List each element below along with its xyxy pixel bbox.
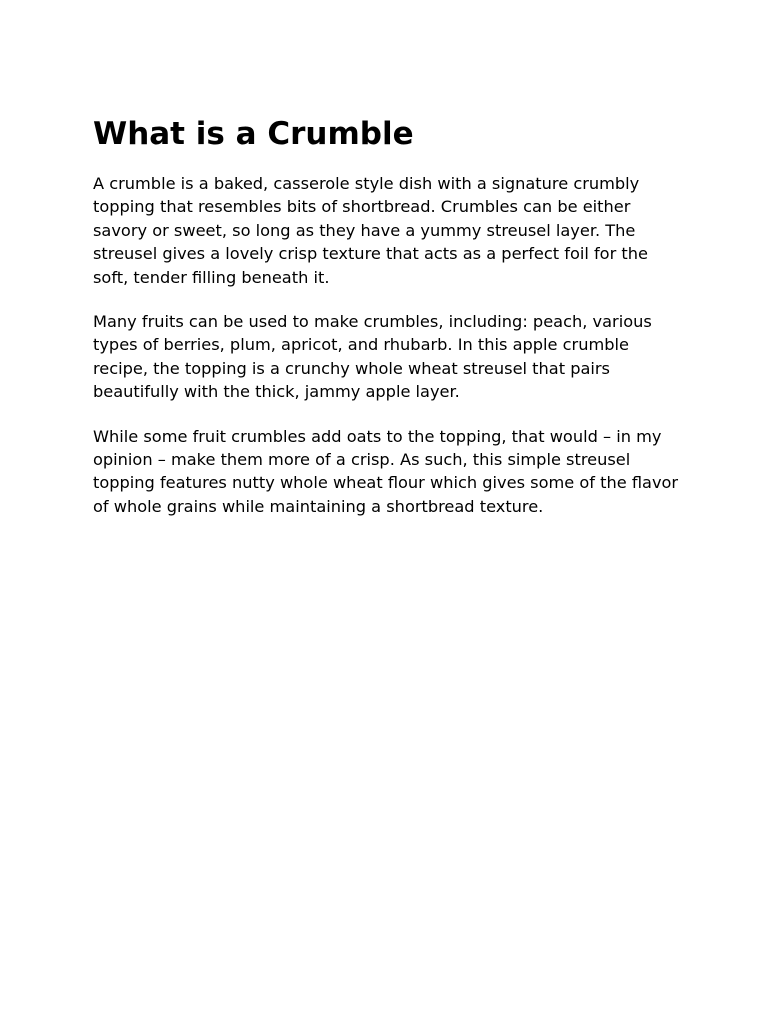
- paragraph-fruits: Many fruits can be used to make crumbles, including: peach, various types of berries, plum, apricot, and rhubarb. In this apple crumble recipe, the topping is a crunchy whole wheat streusel that pairs beautifully with the thick, jammy apple layer.: [93, 312, 652, 402]
- document-page: [93, 108, 683, 539]
- page-title: What is a Crumble: [93, 116, 414, 152]
- paragraph-definition: A crumble is a baked, casserole style dish with a signature crumbly topping that resembles bits of shortbread. Crumbles can be either savory or sweet, so long as they have a yummy streusel layer. The streusel gives a lovely crisp texture that acts as a perfect foil for the soft, tender filling beneath it.: [93, 174, 648, 287]
- paragraph-topping: While some fruit crumbles add oats to the topping, that would – in my opinion – make them more of a crisp. As such, this simple streusel topping features nutty whole wheat flour which gives some of the flavor of whole grains while maintaining a shortbread texture.: [93, 426, 679, 516]
